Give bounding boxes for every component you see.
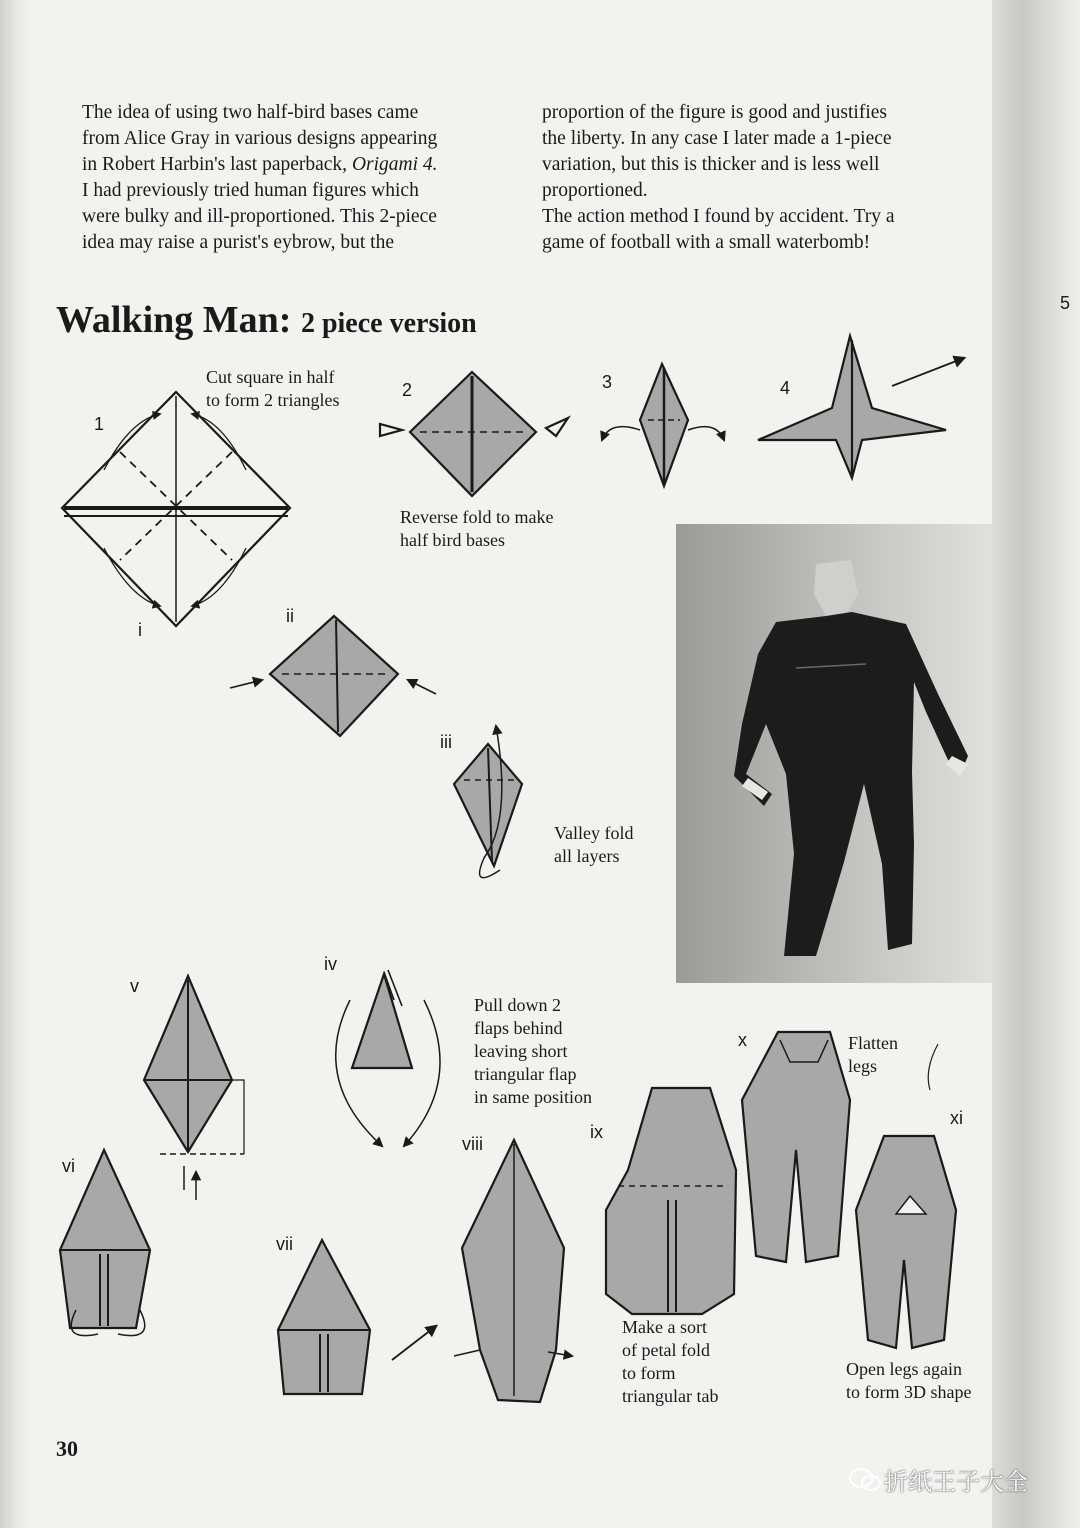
step-roman-ix: ix xyxy=(590,1122,603,1142)
diagram-step-ii xyxy=(230,616,436,736)
intro-line: idea may raise a purist's eybrow, but the xyxy=(82,232,394,253)
page-number: 30 xyxy=(56,1436,78,1461)
label-line: triangular flap xyxy=(474,1064,577,1084)
label-pull-down xyxy=(474,994,592,1109)
step-number-1: 1 xyxy=(94,414,105,434)
label-line: half bird bases xyxy=(400,530,505,550)
step-roman-x: x xyxy=(738,1030,747,1050)
diagram-step-vi xyxy=(60,1150,150,1336)
intro-line: The idea of using two half-bird bases came xyxy=(82,102,419,123)
label-line: triangular tab xyxy=(622,1386,719,1406)
step-number-4: 4 xyxy=(780,378,791,398)
diagram-step-3 xyxy=(602,364,724,486)
label-petal-fold xyxy=(622,1316,718,1408)
label-line: in same position xyxy=(474,1087,592,1107)
label-line: legs xyxy=(848,1056,877,1076)
diagram-step-xi xyxy=(856,1044,956,1348)
label-line: to form 3D shape xyxy=(846,1382,972,1402)
label-flatten-legs xyxy=(848,1032,898,1078)
intro-line: from Alice Gray in various designs appearing xyxy=(82,128,438,149)
label-line: Make a sort xyxy=(622,1317,707,1337)
diagram-step-iv xyxy=(336,970,440,1146)
label-line: Cut square in half xyxy=(206,367,335,387)
label-reverse-fold xyxy=(400,506,553,552)
label-line: leaving short xyxy=(474,1041,568,1061)
step-roman-iii: iii xyxy=(440,732,452,752)
diagram-step-4 xyxy=(758,336,964,478)
label-line: to form xyxy=(622,1363,676,1383)
intro-line: the liberty. In any case I later made a 1-piece xyxy=(542,128,892,149)
label-open-legs xyxy=(846,1358,971,1404)
label-line: Reverse fold to make xyxy=(400,507,554,527)
step-roman-i: i xyxy=(138,620,142,640)
step-number-3: 3 xyxy=(602,372,613,392)
intro-line: proportioned. xyxy=(542,180,648,201)
step-roman-vii: vii xyxy=(276,1234,293,1254)
step-roman-ii: ii xyxy=(286,606,294,626)
label-valley-fold xyxy=(554,822,633,868)
label-line: flaps behind xyxy=(474,1018,563,1038)
diagram-step-x xyxy=(742,1032,850,1262)
label-line: Open legs again xyxy=(846,1359,962,1379)
next-page-step-number: 5 xyxy=(1060,293,1071,313)
heading-subtitle: 2 piece version xyxy=(300,308,477,339)
label-line: of petal fold xyxy=(622,1340,710,1360)
diagram-step-iii xyxy=(454,726,522,878)
label-line: Flatten xyxy=(848,1033,898,1053)
book-title: Origami 4. xyxy=(351,154,438,175)
diagram-step-ix xyxy=(606,1088,736,1314)
step-roman-xi: xi xyxy=(950,1108,963,1128)
diagram-step-vii xyxy=(278,1240,436,1394)
label-line: all layers xyxy=(554,846,620,866)
intro-line: I had previously tried human figures which xyxy=(82,180,419,201)
heading-title: Walking Man: xyxy=(56,299,292,341)
intro-line-text: in Robert Harbin's last paperback, xyxy=(82,154,352,175)
wechat-icon xyxy=(848,1467,882,1493)
label-line: Valley fold xyxy=(554,823,634,843)
step-roman-v: v xyxy=(130,976,139,996)
intro-line: were bulky and ill-proportioned. This 2-piece xyxy=(82,206,437,227)
step-roman-vi: vi xyxy=(62,1156,75,1176)
intro-line: The action method I found by accident. Try a xyxy=(542,206,895,227)
step-number-2: 2 xyxy=(402,380,413,400)
step-roman-viii: viii xyxy=(462,1134,483,1154)
diagram-step-viii xyxy=(454,1140,572,1402)
intro-line: variation, but this is thicker and is less well xyxy=(542,154,880,175)
step-roman-iv: iv xyxy=(324,954,337,974)
intro-line: game of football with a small waterbomb! xyxy=(542,232,871,253)
intro-line: proportion of the figure is good and justifies xyxy=(542,102,887,123)
watermark-text: 折纸王子大全 xyxy=(884,1468,1028,1496)
diagram-step-v xyxy=(144,976,244,1200)
label-cut-square xyxy=(206,366,339,412)
label-line: to form 2 triangles xyxy=(206,390,340,410)
label-line: Pull down 2 xyxy=(474,995,562,1015)
